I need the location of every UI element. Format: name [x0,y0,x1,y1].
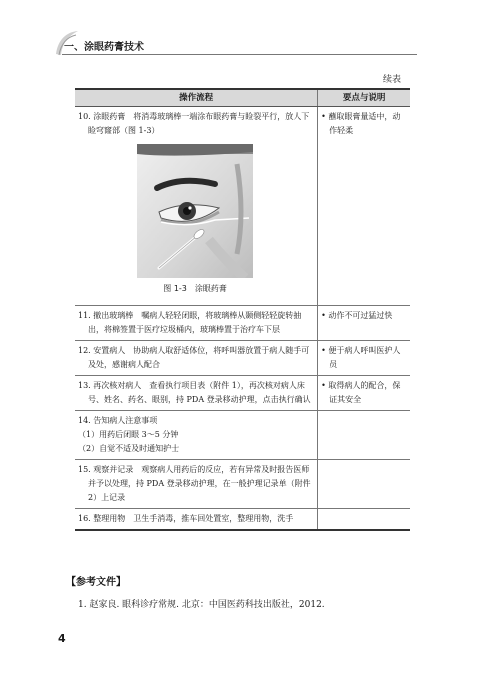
key-point-cell [318,509,410,531]
table-row [75,460,410,509]
step-text: 11. 撤出玻璃棒 嘱病人轻轻闭眼，将玻璃棒从颞侧轻轻旋转抽出，将棉签置于医疗垃圾桶内，玻璃棒置于治疗车下层 [78,311,302,334]
procedure-cell [75,411,318,460]
key-point-cell [318,107,410,306]
procedure-table [75,88,410,531]
table-row [75,509,410,531]
key-point-text: • 动作不可过猛过快 [321,311,393,320]
sub-item: （1）用药后闭眼 3～5 分钟 [78,430,179,439]
table-header-row [75,89,410,107]
key-point-cell [318,411,410,460]
procedure-cell [75,107,318,306]
table-row [75,376,410,411]
step-text: 12. 安置病人 协助病人取舒适体位，将呼叫器放置于病人随手可及处，感谢病人配合 [78,346,310,369]
figure-caption: 图 1-3 涂眼药膏 [163,284,227,293]
column-header-procedure: 操作流程 [75,89,318,107]
procedure-cell [75,460,318,509]
table-row [75,341,410,376]
key-point-text: • 蘸取眼膏量适中，动作轻柔 [321,112,401,135]
section-header: 一、涂眼药膏技术 [64,42,144,53]
key-point-cell [318,376,410,411]
reference-item: 1. 赵家良. 眼科诊疗常规. 北京：中国医药科技出版社，2012. [78,600,325,610]
step-text: 14. 告知病人注意事项 [78,416,158,425]
continued-label: 续表 [382,75,401,85]
procedure-cell [75,341,318,376]
key-point-cell [318,341,410,376]
key-point-cell [318,460,410,509]
key-point-text: • 取得病人的配合，保证其安全 [321,381,401,404]
table-row [75,306,410,341]
column-header-key-points: 要点与说明 [318,89,410,107]
eye-ointment-figure [137,144,253,278]
page-number: 4 [58,632,66,645]
table-row [75,411,410,460]
key-point-text: • 便于病人呼叫医护人员 [321,346,401,369]
step-text: 10. 涂眼药膏 将消毒玻璃棒一端涂布眼药膏与睑裂平行，放人下睑穹窿部（图 1-3） [78,112,310,135]
header-divider [62,54,417,55]
procedure-cell [75,509,318,531]
references-title: 【参考文件】 [66,577,126,588]
step-text: 16. 整理用物 卫生手消毒，推车回处置室，整理用物，洗手 [78,514,294,523]
step-text: 15. 观察并记录 观察病人用药后的反应，若有异常及时报告医师并予以处理，持 PDA 登录移动护理，在一般护理记录单（附件 2）上记录 [78,465,311,502]
procedure-cell [75,306,318,341]
procedure-cell [75,376,318,411]
step-text: 13. 再次核对病人 查看执行项目表（附件 1），再次核对病人床号、姓名、药名、眼别，持 PDA 登录移动护理，点击执行确认 [78,381,311,404]
table-row [75,107,410,306]
sub-item: （2）自觉不适及时通知护士 [78,444,180,453]
key-point-cell [318,306,410,341]
